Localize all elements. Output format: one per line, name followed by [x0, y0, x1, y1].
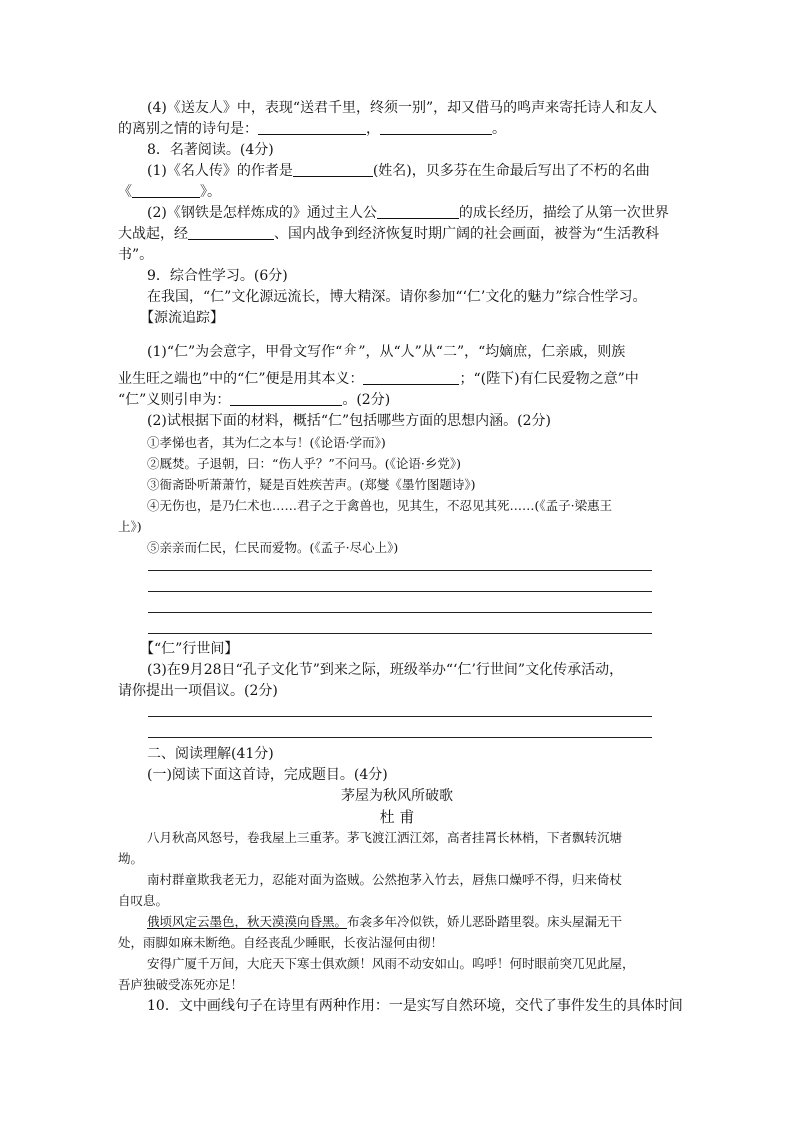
answer-line-3[interactable] [148, 612, 652, 613]
answer-line-6[interactable] [148, 737, 652, 738]
poem-stanza1-line2: 坳。 [118, 851, 144, 866]
q9-1-line2 [118, 369, 639, 390]
q9-1-text-d: ；“(陛下)有仁民爱物之意”中 [459, 371, 639, 387]
answer-blank-event[interactable] [188, 225, 274, 240]
q9-intro: 在我国，“仁”文化源远流长，博大精深。请你参加“‘仁’文化的魅力”综合性学习。 [147, 289, 647, 305]
material-1: ①孝悌也者，其为仁之本与！(《论语·学而》) [147, 435, 386, 450]
poem-stanza1-line1: 八月秋高风怒号，卷我屋上三重茅。茅飞渡江洒江郊，高者挂罥长林梢，下者飘转沉塘 [147, 830, 623, 845]
material-5: ⑤亲亲而仁民，仁民而爱物。(《孟子·尽心上》) [147, 540, 399, 555]
q9-1-text-e: “仁”义则引申为： [118, 392, 231, 408]
poem-title: 茅屋为秋风所破歌 [341, 788, 453, 804]
q8-1-line2 [118, 182, 221, 203]
poem-stanza2-line2: 自叹息。 [118, 893, 169, 908]
section-practice-title: 【“仁”行世间】 [140, 641, 239, 657]
answer-line-1[interactable] [148, 570, 652, 571]
answer-blank-1[interactable] [258, 120, 366, 135]
answer-blank-author[interactable] [293, 162, 373, 177]
q8-2-text-b: 的成长经历，描绘了从第一次世界 [458, 205, 669, 221]
q8-2-text-d: 、国内战争到经济恢复时期广阔的社会画面，被誉为“生活教科 [274, 226, 660, 242]
q8-1-bracket-close: 》。 [200, 184, 221, 200]
q8-2-line3: 书”。 [118, 247, 154, 263]
q9-1-line3 [118, 390, 390, 411]
answer-blank-work[interactable] [132, 183, 200, 198]
material-3: ③衙斋卧听萧萧竹，疑是百姓疾苦声。(郑燮《墨竹图题诗》) [147, 477, 476, 492]
underlined-sentence: 俄顷风定云墨色，秋天漠漠向昏黑。 [147, 914, 348, 929]
q9-heading: 9．综合性学习。(6分) [147, 268, 288, 284]
material-4-line2: 上》) [118, 519, 142, 534]
material-4-line1: ④无伤也，是乃仁术也……君子之于禽兽也，见其生，不忍见其死……(《孟子·梁惠王 [147, 498, 613, 513]
q7-4-line1: (4)《送友人》中，表现“送君千里，终须一别”，却又借马的鸣声来寄托诗人和友人 [147, 100, 658, 116]
poem-stanza4-line2: 吾庐独破受冻死亦足！ [118, 977, 244, 992]
q8-1-text-b: (姓名)，贝多芬在生命最后写出了不朽的名曲 [372, 163, 650, 179]
answer-line-5[interactable] [148, 716, 652, 717]
q9-1-line1 [147, 340, 625, 363]
poem-stanza4-line1: 安得广厦千万间，大庇天下寒士俱欢颜！风雨不动安如山。呜呼！何时眼前突兀见此屋， [147, 956, 635, 971]
q8-2-line2 [118, 224, 659, 245]
answer-line-4[interactable] [148, 633, 652, 634]
answer-blank-hero[interactable] [377, 204, 459, 219]
part2-sub: (一)阅读下面这首诗，完成题目。(4分) [147, 767, 388, 783]
poem-stanza3-line2: 处，雨脚如麻未断绝。自经丧乱少睡眠，长夜沾湿何由彻！ [118, 935, 444, 950]
q8-2-text-a: (2)《钢铁是怎样炼成的》通过主人公 [147, 205, 377, 221]
q7-4-separator: ， [366, 121, 380, 137]
answer-blank-2[interactable] [380, 120, 492, 135]
q8-1-bracket-open: 《 [118, 184, 132, 200]
q9-2-prompt: (2)试根据下面的材料，概括“仁”包括哪些方面的思想内涵。(2分) [147, 413, 551, 429]
material-2: ②厩焚。子退朝，曰：“伤人乎？”不问马。(《论语·乡党》) [147, 456, 462, 471]
q9-1-text-f: 。(2分) [342, 392, 391, 408]
answer-blank-meaning[interactable] [363, 370, 459, 385]
section-origin-title: 【源流追踪】 [140, 310, 224, 326]
q9-1-text-b: ”，从“人”从“二”，“均嫡庶，仁亲戚，则族 [358, 344, 626, 360]
q8-heading: 8．名著阅读。(4分) [147, 142, 274, 158]
q8-2-text-c: 大战起，经 [118, 226, 188, 242]
oracle-bone-ren-glyph: 𠇋 [343, 343, 357, 358]
q9-3-line1: (3)在9月28日“孔子文化节”到来之际，班级举办“‘仁’行世间”文化传承活动， [147, 662, 624, 678]
q8-2-line1 [147, 203, 669, 224]
poem-stanza3-line1 [147, 911, 622, 932]
q8-1-text-a: (1)《名人传》的作者是 [147, 163, 293, 179]
poem-author: 杜 甫 [379, 808, 415, 826]
answer-line-2[interactable] [148, 591, 652, 592]
q7-4-prompt: 的离别之情的诗句是： [118, 121, 258, 137]
part2-heading: 二、阅读理解(41分) [147, 746, 274, 762]
q10-prompt: 10．文中画线句子在诗里有两种作用：一是实写自然环境，交代了事件发生的具体时间 [147, 998, 683, 1014]
q8-1-line1 [147, 161, 650, 182]
answer-blank-extended[interactable] [230, 391, 342, 406]
q7-4-end: 。 [492, 121, 506, 137]
poem-stanza3-text: 布衾多年冷似铁，娇儿恶卧踏里裂。床头屋漏无干 [347, 914, 623, 929]
q9-1-text-a: (1)“仁”为会意字，甲骨文写作“ [147, 344, 343, 360]
q7-4-line2 [118, 119, 506, 140]
q9-1-text-c: 业生旺之端也”中的“仁”便是用其本义： [118, 371, 364, 387]
q9-3-line2: 请你提出一项倡议。(2分) [118, 683, 278, 699]
poem-stanza2-line1: 南村群童欺我老无力，忍能对面为盗贼。公然抱茅入竹去，唇焦口燥呼不得，归来倚杖 [147, 872, 623, 887]
